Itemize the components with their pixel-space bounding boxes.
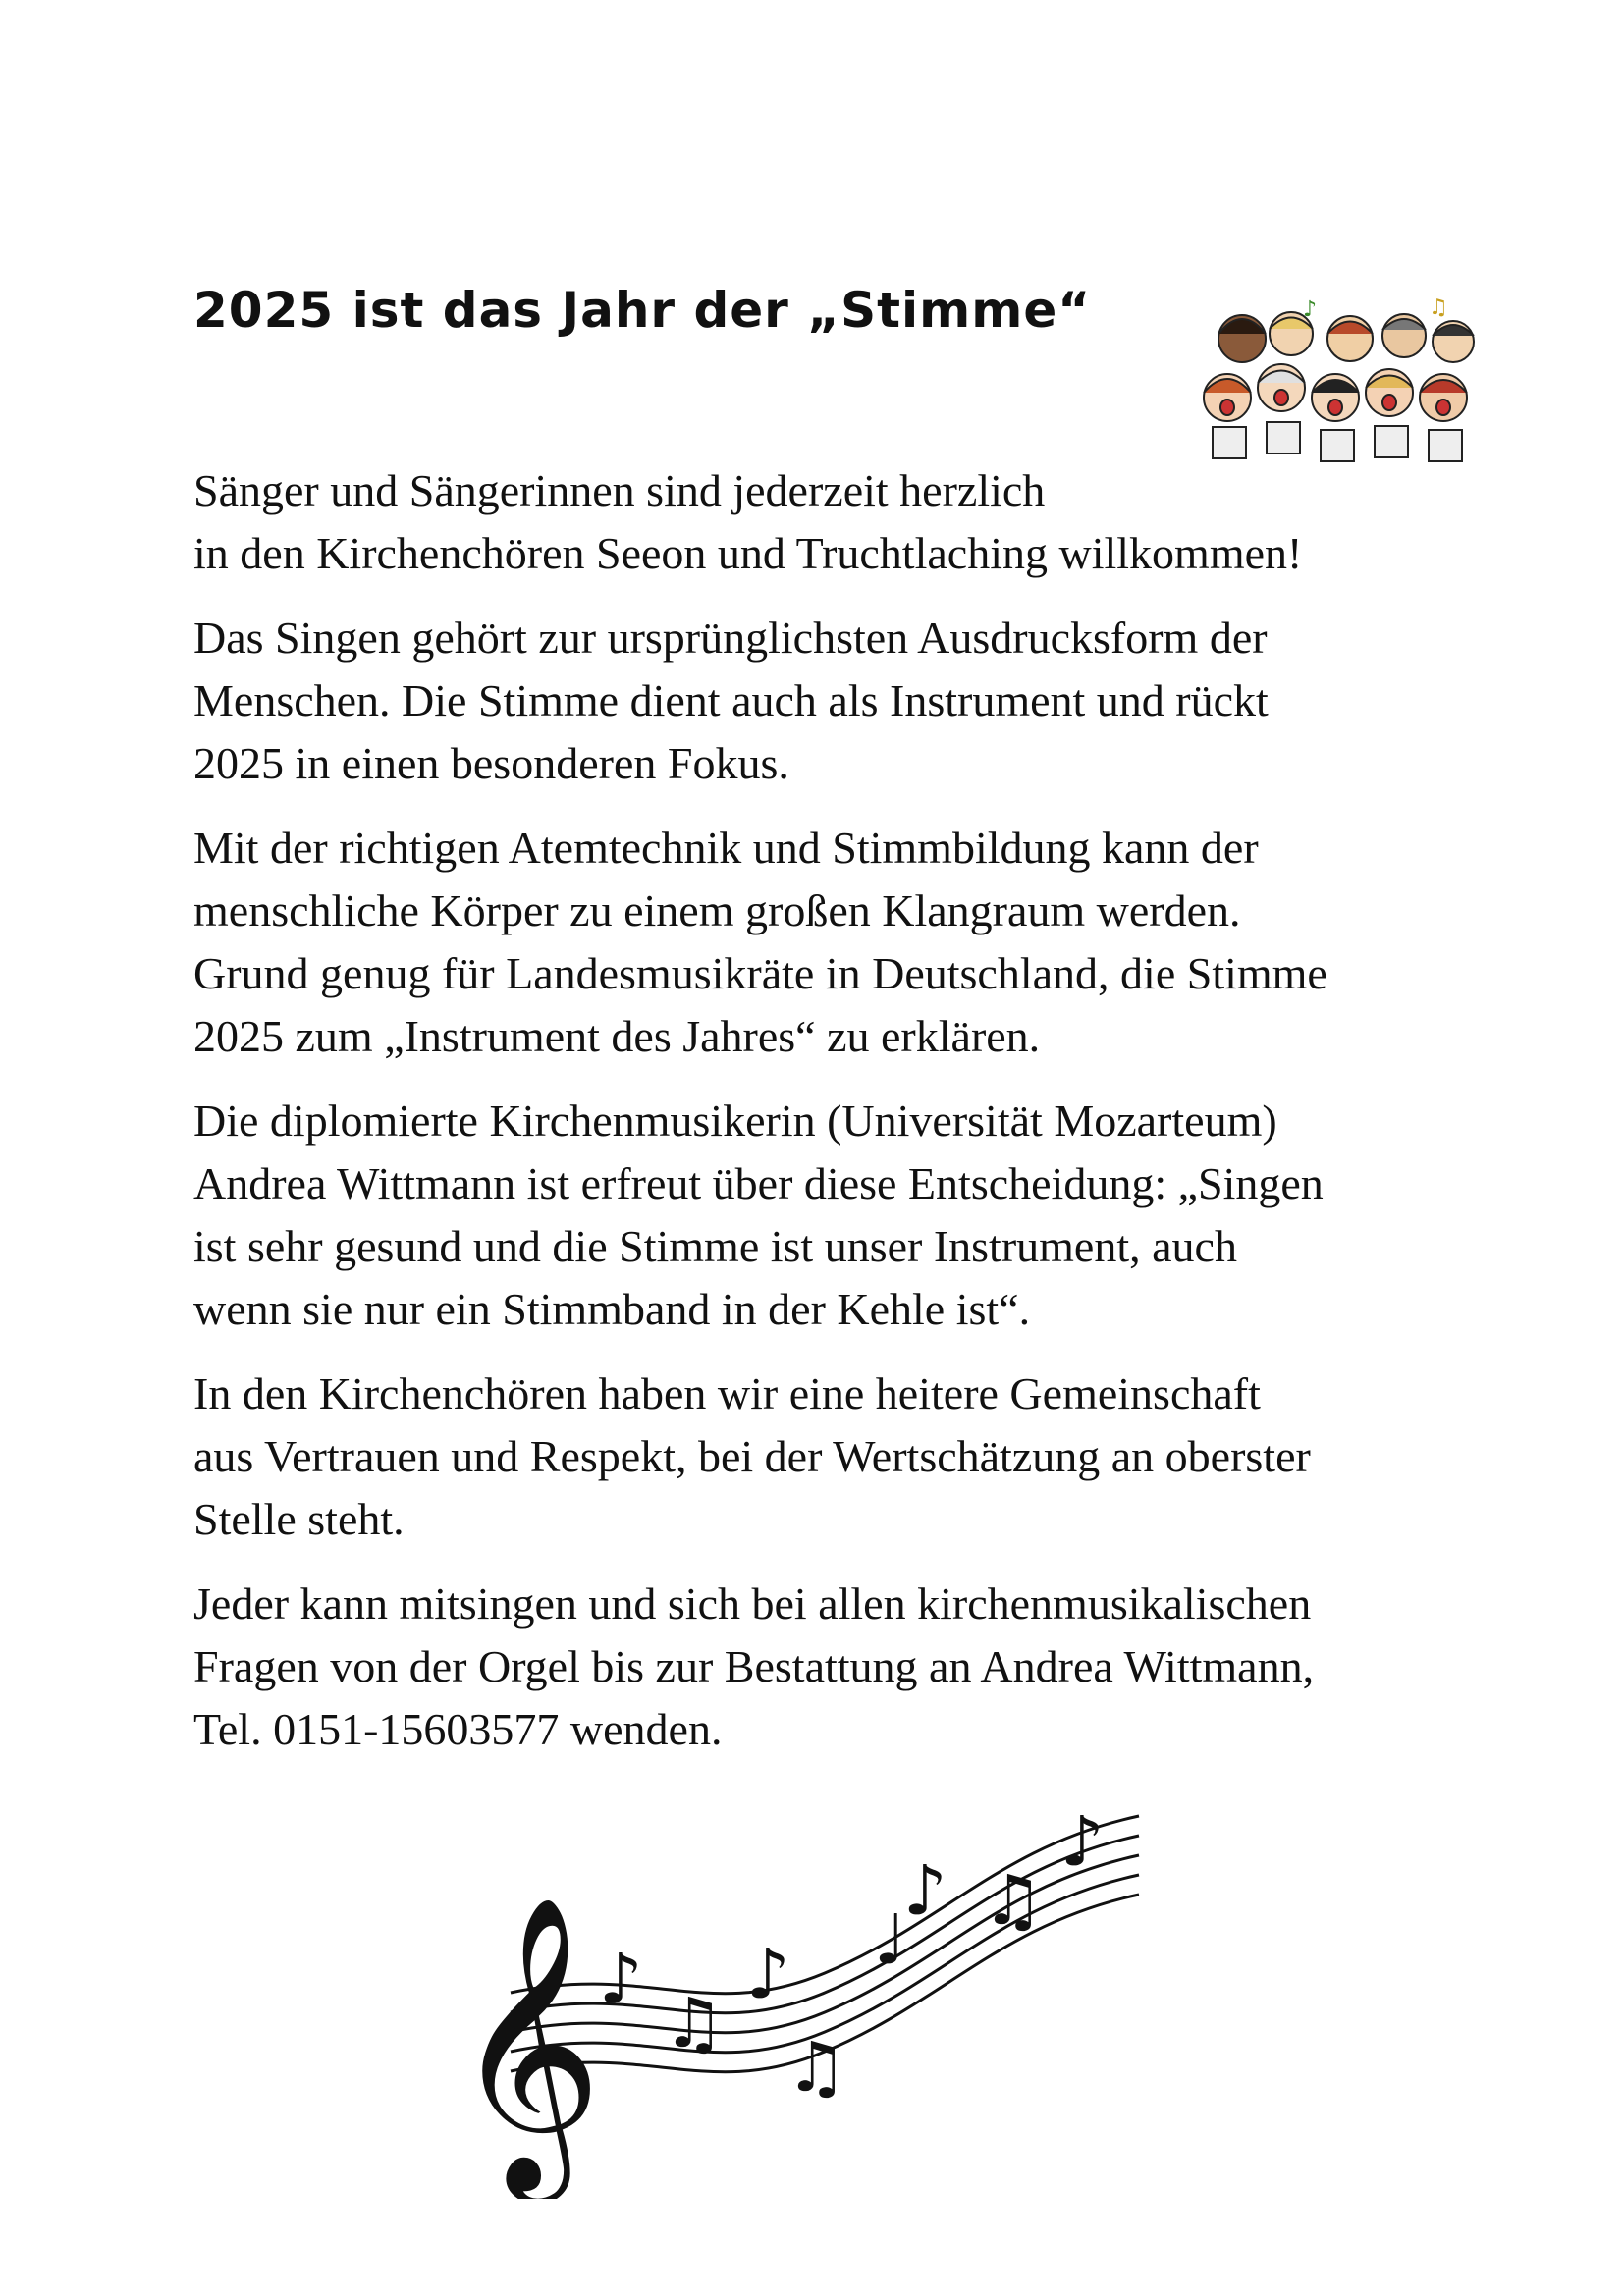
text-line: In den Kirchenchören haben wir eine heitere Gemeinschaft [193,1368,1261,1418]
text-line: menschliche Körper zu einem großen Klangraum werden. [193,885,1241,935]
text-line: in den Kirchenchören Seeon und Truchtlaching willkommen! [193,528,1303,578]
text-line: aus Vertrauen und Respekt, bei der Wertschätzung an oberster [193,1431,1311,1481]
paragraph-community [193,1362,1470,1551]
svg-text:♪: ♪ [746,1934,790,2014]
svg-text:♩: ♩ [874,1899,907,1980]
svg-text:♪: ♪ [903,1850,947,1931]
text-line: 2025 in einen besonderen Fokus. [193,738,789,788]
svg-text:♪: ♪ [599,1939,643,2019]
paragraph-singing [193,607,1470,795]
svg-text:♫: ♫ [1429,295,1448,320]
page-title: 2025 ist das Jahr der „Stimme“ [193,282,1092,339]
text-line: Mit der richtigen Atemtechnik und Stimmbildung kann der [193,823,1259,873]
treble-clef-icon: 𝄞 [452,1895,603,2191]
body-text [193,459,1470,1783]
text-line: Menschen. Die Stimme dient auch als Instrument und rückt [193,675,1269,725]
choir-illustration [1193,294,1488,471]
svg-text:♫: ♫ [663,1983,725,2063]
svg-text:♪: ♪ [1303,297,1318,322]
text-line: wenn sie nur ein Stimmband in der Kehle ist“. [193,1284,1031,1334]
paragraph-contact [193,1573,1470,1761]
text-line: Jeder kann mitsingen und sich bei allen kirchenmusikalischen [193,1578,1312,1629]
svg-text:♫: ♫ [982,1860,1044,1941]
text-line: Stelle steht. [193,1494,405,1544]
svg-text:♪: ♪ [1060,1806,1105,1882]
text-line: Fragen von der Orgel bis zur Bestattung an Andrea Wittmann, [193,1641,1315,1691]
text-line: ist sehr gesund und die Stimme ist unser Instrument, auch [193,1221,1237,1271]
text-line: Grund genug für Landesmusikräte in Deutschland, die Stimme [193,948,1327,998]
text-line: Die diplomierte Kirchenmusikerin (Universität Mozarteum) [193,1095,1277,1146]
text-line: Sänger und Sängerinnen sind jederzeit herzlich [193,465,1046,515]
paragraph-technique [193,817,1470,1068]
text-line: Tel. 0151-15603577 wenden. [193,1704,723,1754]
music-staff-illustration [452,1806,1168,2199]
text-line: Das Singen gehört zur ursprünglichsten Ausdrucksform der [193,613,1268,663]
paragraph-invitation [193,459,1470,585]
paragraph-musician [193,1090,1470,1341]
text-line: Andrea Wittmann ist erfreut über diese Entscheidung: „Singen [193,1158,1324,1208]
text-line: 2025 zum „Instrument des Jahres“ zu erklären. [193,1011,1041,1061]
svg-text:♫: ♫ [785,2027,847,2108]
